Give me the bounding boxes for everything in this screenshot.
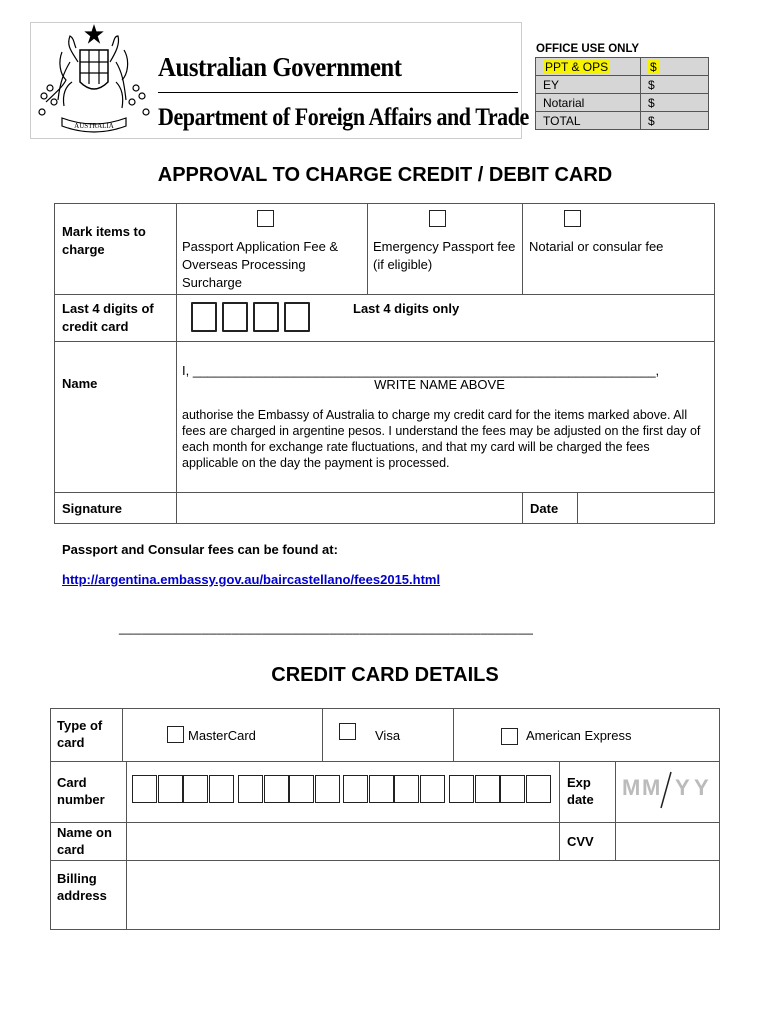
fee-item-notarial: Notarial or consular fee bbox=[529, 239, 664, 254]
card-type-checkbox-visa[interactable] bbox=[339, 723, 356, 740]
office-row-ppt bbox=[536, 58, 709, 76]
card-number-digit-box[interactable] bbox=[394, 775, 419, 803]
last4-digit-3[interactable] bbox=[253, 302, 279, 332]
date-label: Date bbox=[530, 501, 559, 516]
office-label-ppt: PPT & OPS bbox=[545, 59, 609, 74]
card-type-checkbox-mastercard[interactable] bbox=[167, 726, 184, 743]
name-on-card-field[interactable] bbox=[128, 824, 558, 858]
exp-month-digit: M bbox=[642, 775, 661, 800]
fee-checkbox-notarial[interactable] bbox=[564, 210, 581, 227]
exp-month-digit: M bbox=[622, 775, 641, 800]
section-separator: _______________________________________________________ bbox=[119, 620, 534, 635]
card-type-label: Type of card bbox=[57, 718, 103, 750]
signature-field[interactable] bbox=[178, 494, 521, 522]
office-amount: $ bbox=[650, 59, 657, 74]
name-label: Name bbox=[62, 376, 98, 391]
office-row-notarial bbox=[536, 94, 709, 112]
date-field[interactable] bbox=[579, 494, 713, 522]
card-number-digit-box[interactable] bbox=[315, 775, 340, 803]
billing-address-label: Billing address bbox=[57, 871, 107, 903]
card-type-visa: Visa bbox=[375, 728, 401, 743]
last4-digit-4[interactable] bbox=[284, 302, 310, 332]
office-row-ey bbox=[536, 76, 709, 94]
card-number-label: Card number bbox=[57, 775, 105, 807]
office-label-ey: EY bbox=[536, 76, 641, 94]
fee-item-emergency: Emergency Passport fee (if eligible) bbox=[373, 239, 516, 272]
approval-title: APPROVAL TO CHARGE CREDIT / DEBIT CARD bbox=[157, 164, 613, 186]
card-number-digit-box[interactable] bbox=[526, 775, 551, 803]
svg-text:AUSTRALIA: AUSTRALIA bbox=[74, 122, 114, 130]
card-number-digit-box[interactable] bbox=[209, 775, 234, 803]
cvv-label: CVV bbox=[567, 834, 594, 849]
fees-note: Passport and Consular fees can be found at: bbox=[62, 542, 338, 557]
last4-digit-1[interactable] bbox=[191, 302, 217, 332]
name-on-card-label: Name on card bbox=[57, 825, 112, 857]
card-details-title: CREDIT CARD DETAILS bbox=[271, 664, 499, 686]
billing-address-field[interactable] bbox=[128, 862, 718, 928]
last4-note: Last 4 digits only bbox=[353, 301, 460, 316]
cvv-field[interactable] bbox=[617, 824, 717, 858]
signature-label: Signature bbox=[62, 501, 122, 516]
card-number-digit-box[interactable] bbox=[475, 775, 500, 803]
office-label-notarial: Notarial bbox=[536, 94, 641, 112]
exp-separator-slash bbox=[659, 770, 673, 810]
fees-link[interactable]: http://argentina.embassy.gov.au/baircastellano/fees2015.html bbox=[62, 572, 441, 587]
card-number-digit-box[interactable] bbox=[369, 775, 394, 803]
card-number-digit-box[interactable] bbox=[289, 775, 314, 803]
card-type-checkbox-amex[interactable] bbox=[501, 728, 518, 745]
authorisation-text: authorise the Embassy of Australia to charge my credit card for the items marked above. All fees are charged in argentine pesos. I understand the fees may be adjusted on the first day of each month for exchange rate fluctuations, and that my card will be charged the fees applicable on the day the payment is processed. bbox=[182, 408, 701, 470]
fee-checkbox-emergency[interactable] bbox=[429, 210, 446, 227]
office-amount: $ bbox=[641, 76, 709, 94]
exp-year-digit: Y bbox=[694, 775, 709, 800]
fee-checkbox-passport[interactable] bbox=[257, 210, 274, 227]
last4-digit-2[interactable] bbox=[222, 302, 248, 332]
office-label-total: TOTAL bbox=[536, 112, 641, 130]
exp-date-label: Exp date bbox=[567, 775, 594, 807]
card-number-digit-box[interactable] bbox=[183, 775, 208, 803]
card-number-digit-box[interactable] bbox=[264, 775, 289, 803]
last4-label: Last 4 digits of credit card bbox=[62, 301, 154, 334]
header-divider bbox=[158, 92, 518, 93]
mark-items-label: Mark items to charge bbox=[62, 224, 146, 257]
card-number-digit-box[interactable] bbox=[343, 775, 368, 803]
write-name-above: WRITE NAME ABOVE bbox=[374, 377, 505, 392]
card-number-digit-box[interactable] bbox=[158, 775, 183, 803]
department-name: Department of Foreign Affairs and Trade bbox=[158, 104, 529, 131]
card-number-digit-box[interactable] bbox=[420, 775, 445, 803]
card-number-digit-box[interactable] bbox=[238, 775, 263, 803]
card-type-mastercard: MasterCard bbox=[188, 728, 256, 743]
government-name: Australian Government bbox=[158, 52, 402, 82]
office-amount: $ bbox=[641, 94, 709, 112]
card-number-digit-box[interactable] bbox=[449, 775, 474, 803]
fee-item-passport: Passport Application Fee & Overseas Processing Surcharge bbox=[182, 239, 339, 290]
card-number-digit-box[interactable] bbox=[500, 775, 525, 803]
card-type-amex: American Express bbox=[526, 728, 632, 743]
exp-year-digit: Y bbox=[675, 775, 690, 800]
card-number-digit-box[interactable] bbox=[132, 775, 157, 803]
office-row-total bbox=[536, 112, 709, 130]
coat-of-arms-icon bbox=[32, 22, 156, 136]
office-amount: $ bbox=[641, 112, 709, 130]
name-line[interactable]: I, ________________________________________________________________, bbox=[182, 363, 660, 378]
office-use-table bbox=[535, 57, 709, 130]
office-use-title: OFFICE USE ONLY bbox=[536, 43, 640, 55]
